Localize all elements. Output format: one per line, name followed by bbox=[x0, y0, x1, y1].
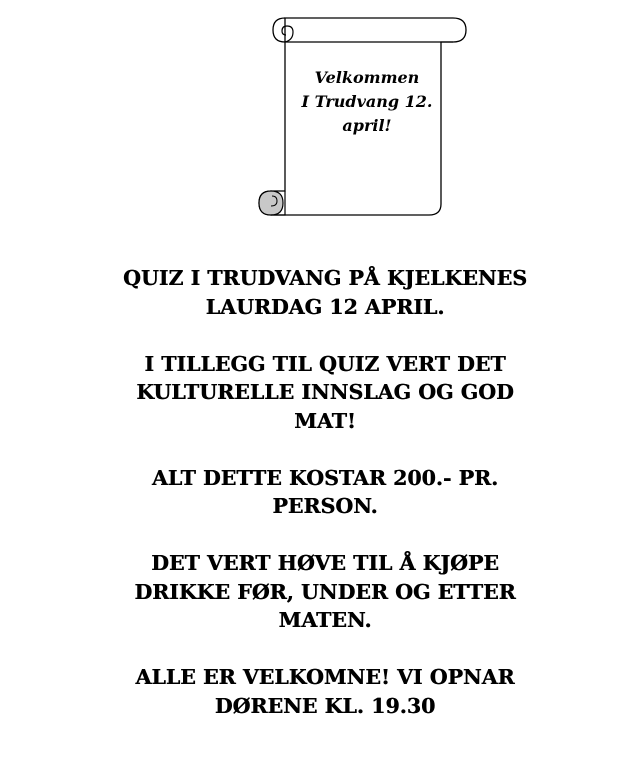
text-line: I TILLEGG TIL QUIZ VERT DET bbox=[144, 351, 506, 376]
paragraph-price bbox=[60, 464, 590, 521]
scroll-greeting bbox=[292, 66, 442, 138]
text-line: DET VERT HØVE TIL Å KJØPE bbox=[151, 551, 499, 575]
scroll-line-2: I Trudvang 12. bbox=[301, 92, 433, 111]
paragraph-drinks bbox=[60, 549, 590, 635]
text-line: PERSON. bbox=[272, 494, 378, 518]
paragraph-quiz bbox=[60, 264, 590, 321]
text-line: MATEN. bbox=[278, 608, 372, 632]
text-line: MAT! bbox=[294, 408, 356, 433]
paragraph-welcome bbox=[60, 663, 590, 720]
text-line: QUIZ I TRUDVANG PÅ KJELKENES bbox=[123, 266, 527, 290]
text-line: DRIKKE FØR, UNDER OG ETTER bbox=[134, 579, 516, 604]
text-line: LAURDAG 12 APRIL. bbox=[205, 294, 445, 319]
text-line: ALLE ER VELKOMNE! VI OPNAR bbox=[135, 665, 515, 689]
text-line: ALT DETTE KOSTAR 200.- PR. bbox=[151, 465, 499, 490]
announcement bbox=[60, 264, 590, 749]
scroll-line-1: Velkommen bbox=[314, 68, 420, 87]
text-line: KULTURELLE INNSLAG OG GOD bbox=[136, 380, 514, 404]
text-line: DØRENE KL. 19.30 bbox=[214, 693, 436, 718]
paragraph-extras bbox=[60, 350, 590, 436]
scroll-line-3: april! bbox=[342, 116, 392, 135]
